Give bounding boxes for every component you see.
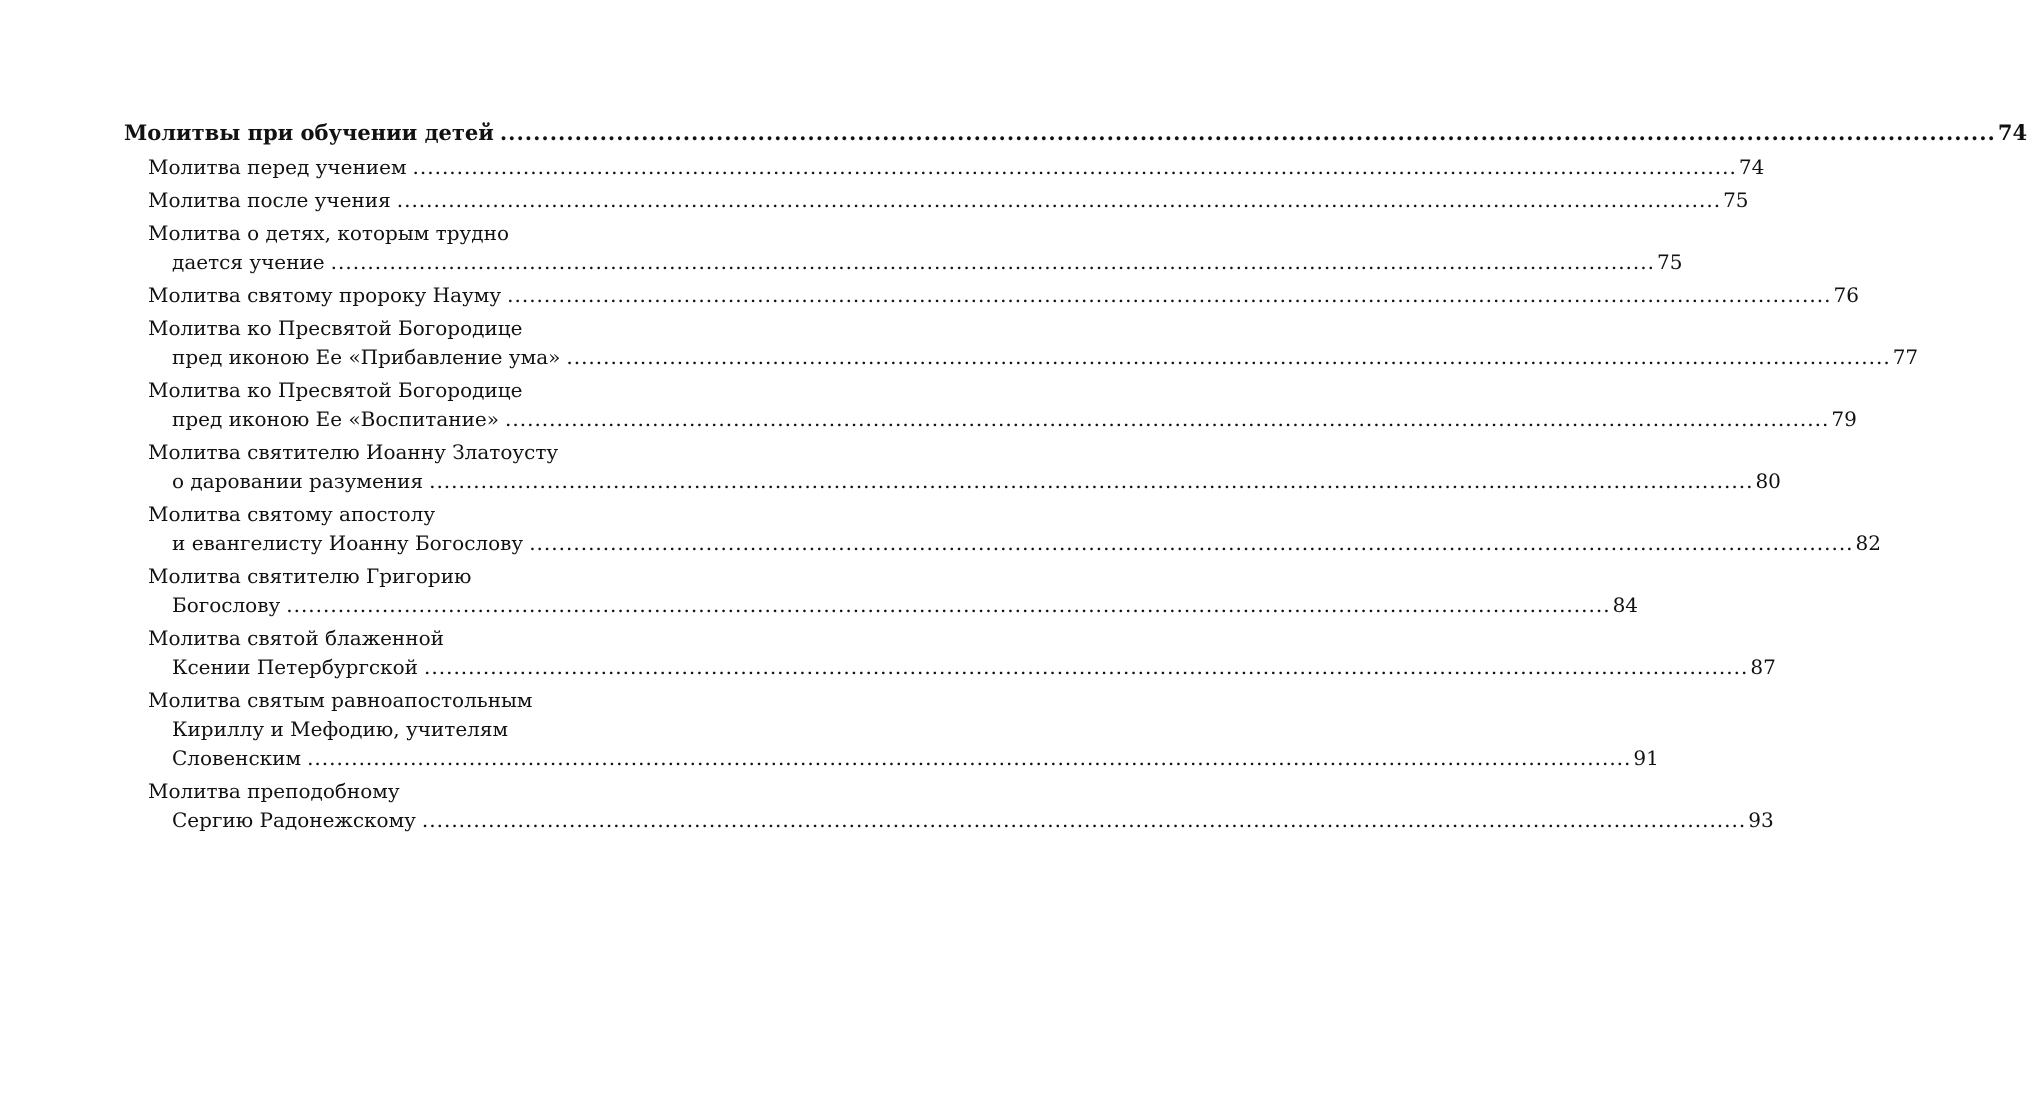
toc-entry-last-line bbox=[148, 186, 1749, 215]
toc-entry-title: о даровании разумения bbox=[172, 469, 424, 493]
toc-entry-title: Богослову bbox=[172, 593, 281, 617]
toc-entry[interactable] bbox=[124, 376, 1857, 434]
toc-entry-page: 79 bbox=[1831, 407, 1857, 431]
toc-entry-page: 91 bbox=[1633, 746, 1659, 770]
toc-entry[interactable] bbox=[124, 500, 1881, 558]
table-of-contents bbox=[124, 116, 2027, 835]
toc-section-page: 74 bbox=[1997, 120, 2027, 145]
toc-entry-line bbox=[148, 562, 654, 591]
toc-entry-title: Сергию Радонежскому bbox=[172, 808, 416, 832]
toc-leader-dots bbox=[422, 808, 1746, 832]
toc-entry[interactable] bbox=[124, 186, 1749, 215]
toc-leader-dots bbox=[529, 531, 1853, 555]
toc-entry-line bbox=[148, 314, 654, 343]
toc-entry-page: 93 bbox=[1748, 808, 1774, 832]
toc-entry-title: дается учение bbox=[172, 250, 325, 274]
toc-entry-line bbox=[148, 219, 654, 248]
toc-entry-title: Молитва после учения bbox=[148, 188, 391, 212]
toc-entry-line bbox=[148, 500, 654, 529]
toc-entry-last-line bbox=[148, 343, 1919, 372]
toc-section-title: Молитвы при обучении детей bbox=[124, 120, 494, 145]
toc-entry-line bbox=[148, 438, 654, 467]
toc-leader-dots bbox=[500, 116, 1996, 149]
toc-entry-line bbox=[148, 777, 654, 806]
toc-entry-title: Молитва святому пророку Науму bbox=[148, 283, 502, 307]
toc-entry[interactable] bbox=[124, 314, 1919, 372]
toc-leader-dots bbox=[286, 593, 1610, 617]
toc-entry-last-line bbox=[148, 591, 1639, 620]
toc-entry-title: Молитва о детях, которым трудно bbox=[148, 221, 509, 245]
toc-leader-dots bbox=[307, 746, 1631, 770]
toc-leader-dots bbox=[505, 407, 1829, 431]
toc-leader-dots bbox=[429, 469, 1753, 493]
toc-entry-last-line bbox=[148, 653, 1776, 682]
toc-entry-page: 84 bbox=[1612, 593, 1639, 617]
toc-entry-line bbox=[148, 715, 654, 744]
toc-leader-dots bbox=[424, 655, 1748, 679]
toc-entry-title: Молитва святителю Григорию bbox=[148, 564, 472, 588]
toc-section-heading[interactable] bbox=[124, 116, 2027, 149]
toc-entry-title: Кириллу и Мефодию, учителям bbox=[172, 717, 509, 741]
toc-entry[interactable] bbox=[124, 777, 1774, 835]
toc-entry-title: Молитва перед учением bbox=[148, 155, 407, 179]
toc-entry-title: Молитва ко Пресвятой Богородице bbox=[148, 316, 523, 340]
toc-entry-last-line bbox=[148, 281, 1859, 310]
toc-entry-last-line bbox=[148, 467, 1781, 496]
toc-entry-page: 74 bbox=[1738, 155, 1765, 179]
toc-entry-title: Ксении Петербургской bbox=[172, 655, 419, 679]
toc-leader-dots bbox=[413, 155, 1737, 179]
toc-leader-dots bbox=[331, 250, 1655, 274]
toc-leader-dots bbox=[566, 345, 1890, 369]
toc-entry[interactable] bbox=[124, 219, 1683, 277]
toc-entry-last-line bbox=[148, 153, 1765, 182]
toc-entry-last-line bbox=[148, 248, 1683, 277]
toc-entry-line bbox=[148, 624, 654, 653]
toc-entry-line bbox=[148, 376, 654, 405]
toc-entry-page: 82 bbox=[1855, 531, 1881, 555]
toc-entries bbox=[124, 153, 1919, 835]
toc-entry-page: 77 bbox=[1892, 345, 1919, 369]
toc-entry-page: 87 bbox=[1750, 655, 1776, 679]
toc-entry-title: Молитва святому апостолу bbox=[148, 502, 436, 526]
toc-entry-title: Молитва преподобному bbox=[148, 779, 400, 803]
toc-entry[interactable] bbox=[124, 562, 1639, 620]
toc-entry-page: 75 bbox=[1656, 250, 1683, 274]
toc-entry-last-line bbox=[148, 806, 1774, 835]
toc-entry-title: пред иконою Ее «Воспитание» bbox=[172, 407, 500, 431]
toc-entry-title: Словенским bbox=[172, 746, 302, 770]
toc-leader-dots bbox=[507, 283, 1831, 307]
toc-entry-title: Молитва святой блаженной bbox=[148, 626, 444, 650]
toc-entry[interactable] bbox=[124, 153, 1765, 182]
toc-entry-title: Молитва святителю Иоанну Златоусту bbox=[148, 440, 559, 464]
toc-entry[interactable] bbox=[124, 438, 1781, 496]
toc-entry-last-line bbox=[148, 405, 1857, 434]
toc-entry-title: пред иконою Ее «Прибавление ума» bbox=[172, 345, 561, 369]
toc-entry-page: 76 bbox=[1833, 283, 1859, 307]
toc-entry-last-line bbox=[148, 529, 1881, 558]
toc-entry-title: Молитва ко Пресвятой Богородице bbox=[148, 378, 523, 402]
toc-leader-dots bbox=[397, 188, 1721, 212]
toc-entry[interactable] bbox=[124, 281, 1859, 310]
toc-entry[interactable] bbox=[124, 624, 1776, 682]
toc-entry-title: Молитва святым равноапостольным bbox=[148, 688, 533, 712]
toc-entry-title: и евангелисту Иоанну Богослову bbox=[172, 531, 524, 555]
toc-entry-last-line bbox=[148, 744, 1659, 773]
toc-entry-page: 75 bbox=[1723, 188, 1749, 212]
toc-entry[interactable] bbox=[124, 686, 1659, 773]
toc-entry-page: 80 bbox=[1755, 469, 1781, 493]
toc-entry-line bbox=[148, 686, 654, 715]
